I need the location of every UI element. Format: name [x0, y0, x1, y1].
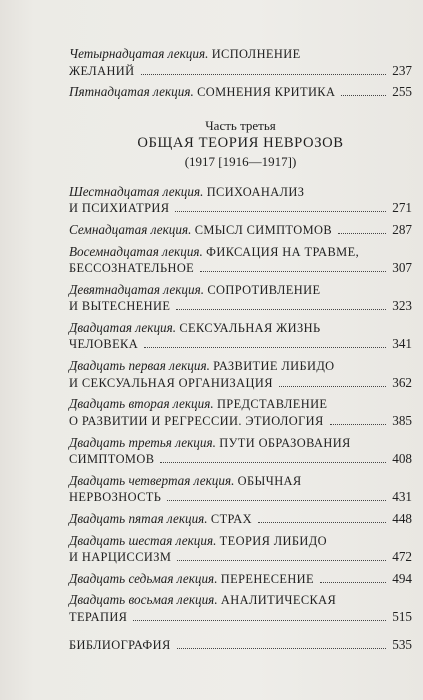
toc-entry [69, 358, 412, 391]
page-number: 494 [392, 570, 412, 586]
lecture-number: Шестнадцатая лекция. [69, 183, 204, 199]
dot-leader [133, 620, 386, 621]
bibliography-title: БИБЛИОГРАФИЯ [69, 638, 171, 653]
toc-entry [69, 511, 412, 528]
toc-entry [69, 592, 412, 625]
lecture-title: СОМНЕНИЯ КРИТИКА [197, 85, 336, 100]
lecture-title: ФИКСАЦИЯ НА ТРАВМЕ, [206, 244, 360, 259]
lecture-title: ПСИХОАНАЛИЗ [206, 184, 305, 199]
lecture-number: Девятнадцатая лекция. [69, 281, 205, 297]
page-number: 362 [392, 374, 412, 390]
page-number: 515 [392, 608, 412, 624]
page-number: 341 [392, 336, 412, 352]
lecture-title: АНАЛИТИЧЕСКАЯ [220, 593, 337, 608]
lecture-title: ИСПОЛНЕНИЕ [211, 47, 301, 61]
lecture-title: ЖЕЛАНИЙ [69, 63, 135, 78]
dot-leader [258, 522, 386, 523]
toc-entry [69, 222, 412, 239]
page-number: 323 [392, 298, 412, 314]
toc-entry [69, 571, 412, 588]
part-heading [69, 117, 412, 170]
dot-leader [320, 582, 386, 583]
dot-leader [200, 271, 386, 272]
lecture-title: ЧЕЛОВЕКА [69, 337, 139, 352]
lecture-title: ПРЕДСТАВЛЕНИЕ [216, 397, 328, 412]
page-number: 307 [392, 260, 412, 276]
part-title: ОБЩАЯ ТЕОРИЯ НЕВРОЗОВ [137, 134, 344, 151]
page-number: 431 [392, 489, 412, 505]
lecture-title: СОПРОТИВЛЕНИЕ [207, 282, 321, 297]
dot-leader [160, 462, 386, 463]
lecture-number: Восемнадцатая лекция. [69, 243, 203, 259]
lecture-title: БЕССОЗНАТЕЛЬНОЕ [69, 261, 195, 276]
lecture-number: Двадцать шестая лекция. [69, 532, 217, 548]
page-number: 385 [392, 412, 412, 428]
lecture-title: И ВЫТЕСНЕНИЕ [69, 299, 171, 314]
lecture-title: ТЕОРИЯ ЛИБИДО [219, 533, 327, 548]
dot-leader [330, 424, 387, 425]
lecture-title: И НАРЦИССИЗМ [69, 550, 172, 565]
lecture-number: Пятнадцатая лекция. [69, 84, 194, 100]
page-number: 408 [392, 451, 412, 466]
toc-entry [69, 435, 412, 468]
lecture-number: Двадцать третья лекция. [69, 434, 216, 450]
toc-entry [69, 84, 412, 101]
dot-leader [175, 211, 386, 212]
lecture-number: Двадцать пятая лекция. [69, 510, 208, 526]
dot-leader [341, 95, 386, 96]
dot-leader [177, 560, 386, 561]
toc-entry [69, 533, 412, 566]
lecture-title: ПУТИ ОБРАЗОВАНИЯ [219, 435, 351, 450]
dot-leader [176, 309, 386, 310]
page-number: 448 [392, 510, 412, 526]
lecture-number: Двадцать вторая лекция. [69, 396, 214, 412]
lecture-number: Двадцать четвертая лекция. [69, 472, 235, 488]
bibliography-entry [69, 637, 412, 654]
lecture-title: ОБЫЧНАЯ [237, 473, 302, 488]
page-number: 472 [392, 549, 412, 565]
lecture-title: СМЫСЛ СИМПТОМОВ [194, 222, 333, 237]
lecture-title: О РАЗВИТИИ И РЕГРЕССИИ. ЭТИОЛОГИЯ [69, 413, 324, 428]
dot-leader [144, 347, 386, 348]
lecture-number: Семнадцатая лекция. [69, 221, 192, 237]
page-number: 535 [392, 637, 412, 653]
lecture-title: ПЕРЕНЕСЕНИЕ [220, 571, 314, 586]
dot-leader [177, 648, 387, 649]
part-years: (1917 [1916—1917]) [184, 153, 297, 169]
toc-entry [69, 473, 412, 506]
toc-entry [69, 184, 412, 217]
page-number: 237 [392, 62, 412, 78]
table-of-contents [69, 46, 412, 659]
lecture-number: Двадцать седьмая лекция. [69, 570, 218, 586]
toc-entry [69, 282, 412, 315]
lecture-number: Двадцать восьмая лекция. [69, 592, 218, 608]
lecture-title: ТЕРАПИЯ [69, 609, 128, 624]
dot-leader [338, 233, 386, 234]
lecture-title: СИМПТОМОВ [69, 452, 155, 466]
toc-entry [69, 244, 412, 277]
lecture-title: НЕРВОЗНОСТЬ [69, 490, 162, 505]
toc-entry [69, 46, 412, 79]
dot-leader [279, 386, 386, 387]
lecture-title: СТРАХ [210, 511, 252, 526]
toc-entry [69, 396, 412, 429]
lecture-title: И ПСИХИАТРИЯ [69, 201, 170, 216]
toc-entries-top [69, 46, 412, 101]
lecture-number: Четырнадцатая лекция. [69, 46, 209, 61]
dot-leader [167, 500, 386, 501]
lecture-number: Двадцатая лекция. [69, 319, 177, 335]
toc-entries-main [69, 184, 412, 626]
lecture-number: Двадцать первая лекция. [69, 358, 210, 374]
lecture-title: И СЕКСУАЛЬНАЯ ОРГАНИЗАЦИЯ [69, 375, 273, 390]
page-number: 255 [392, 84, 412, 100]
page-number: 271 [392, 200, 412, 216]
dot-leader [141, 74, 387, 75]
page-number: 287 [392, 221, 412, 237]
toc-entry [69, 320, 412, 353]
lecture-title: СЕКСУАЛЬНАЯ ЖИЗНЬ [179, 320, 321, 335]
lecture-title: РАЗВИТИЕ ЛИБИДО [213, 359, 335, 374]
part-label: Часть третья [205, 117, 276, 133]
